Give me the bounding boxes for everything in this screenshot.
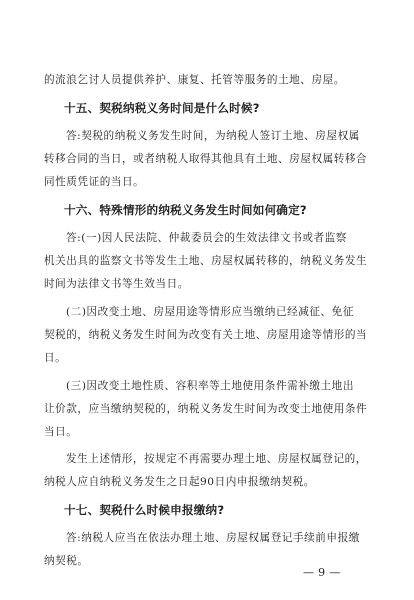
section-heading-15: 十五、契税纳税义务时间是什么时候? xyxy=(64,101,260,115)
paragraph-line: 同性质凭证的当日。 xyxy=(44,176,145,188)
paragraph-line: 答:纳税人应当在依法办理土地、房屋权属登记手续前申报缴 xyxy=(66,532,360,544)
paragraph-line: 纳契税。 xyxy=(44,555,89,567)
paragraph-line: 转移合同的当日，或者纳税人取得其他具有土地、房屋权属转移合 xyxy=(44,153,368,165)
paragraph-line: 的流浪乞讨人员提供养护、康复、托管等服务的土地、房屋。 xyxy=(44,74,345,86)
paragraph-line: 让价款，应当缴纳契税的，纳税义务发生时间为改变土地使用条件 xyxy=(44,403,368,415)
paragraph-line: 发生上述情形，按规定不再需要办理土地、房屋权属登记的， xyxy=(66,453,367,465)
paragraph-line: 契税的，纳税义务发生时间为改变有关土地、房屋用途等情形的当 xyxy=(44,329,368,341)
section-heading-17: 十七、契税什么时候申报缴纳? xyxy=(64,503,225,517)
paragraph-line: 答:契税的纳税义务发生时间，为纳税人签订土地、房屋权属 xyxy=(66,130,360,142)
page-number: — 9 — xyxy=(303,566,341,579)
paragraph-line: 日。 xyxy=(44,352,67,364)
paragraph-line: (二)因改变土地、房屋用途等情形应当缴纳已经减征、免征 xyxy=(66,306,354,318)
section-heading-16: 十六、特殊情形的纳税义务发生时间如何确定? xyxy=(64,203,307,217)
paragraph-line: 答:(一)因人民法院、仲裁委员会的生效法律文书或者监察 xyxy=(66,232,347,244)
paragraph-line: 机关出具的监察文书等发生土地、房屋权属转移的，纳税义务发生 xyxy=(44,255,368,267)
paragraph-line: 时间为法律文书等生效当日。 xyxy=(44,278,189,290)
paragraph-line: 纳税人应自纳税义务发生之日起90日内申报缴纳契税。 xyxy=(44,476,315,488)
paragraph-line: (三)因改变土地性质、容积率等土地使用条件需补缴土地出 xyxy=(66,380,354,392)
paragraph-line: 当日。 xyxy=(44,426,78,438)
